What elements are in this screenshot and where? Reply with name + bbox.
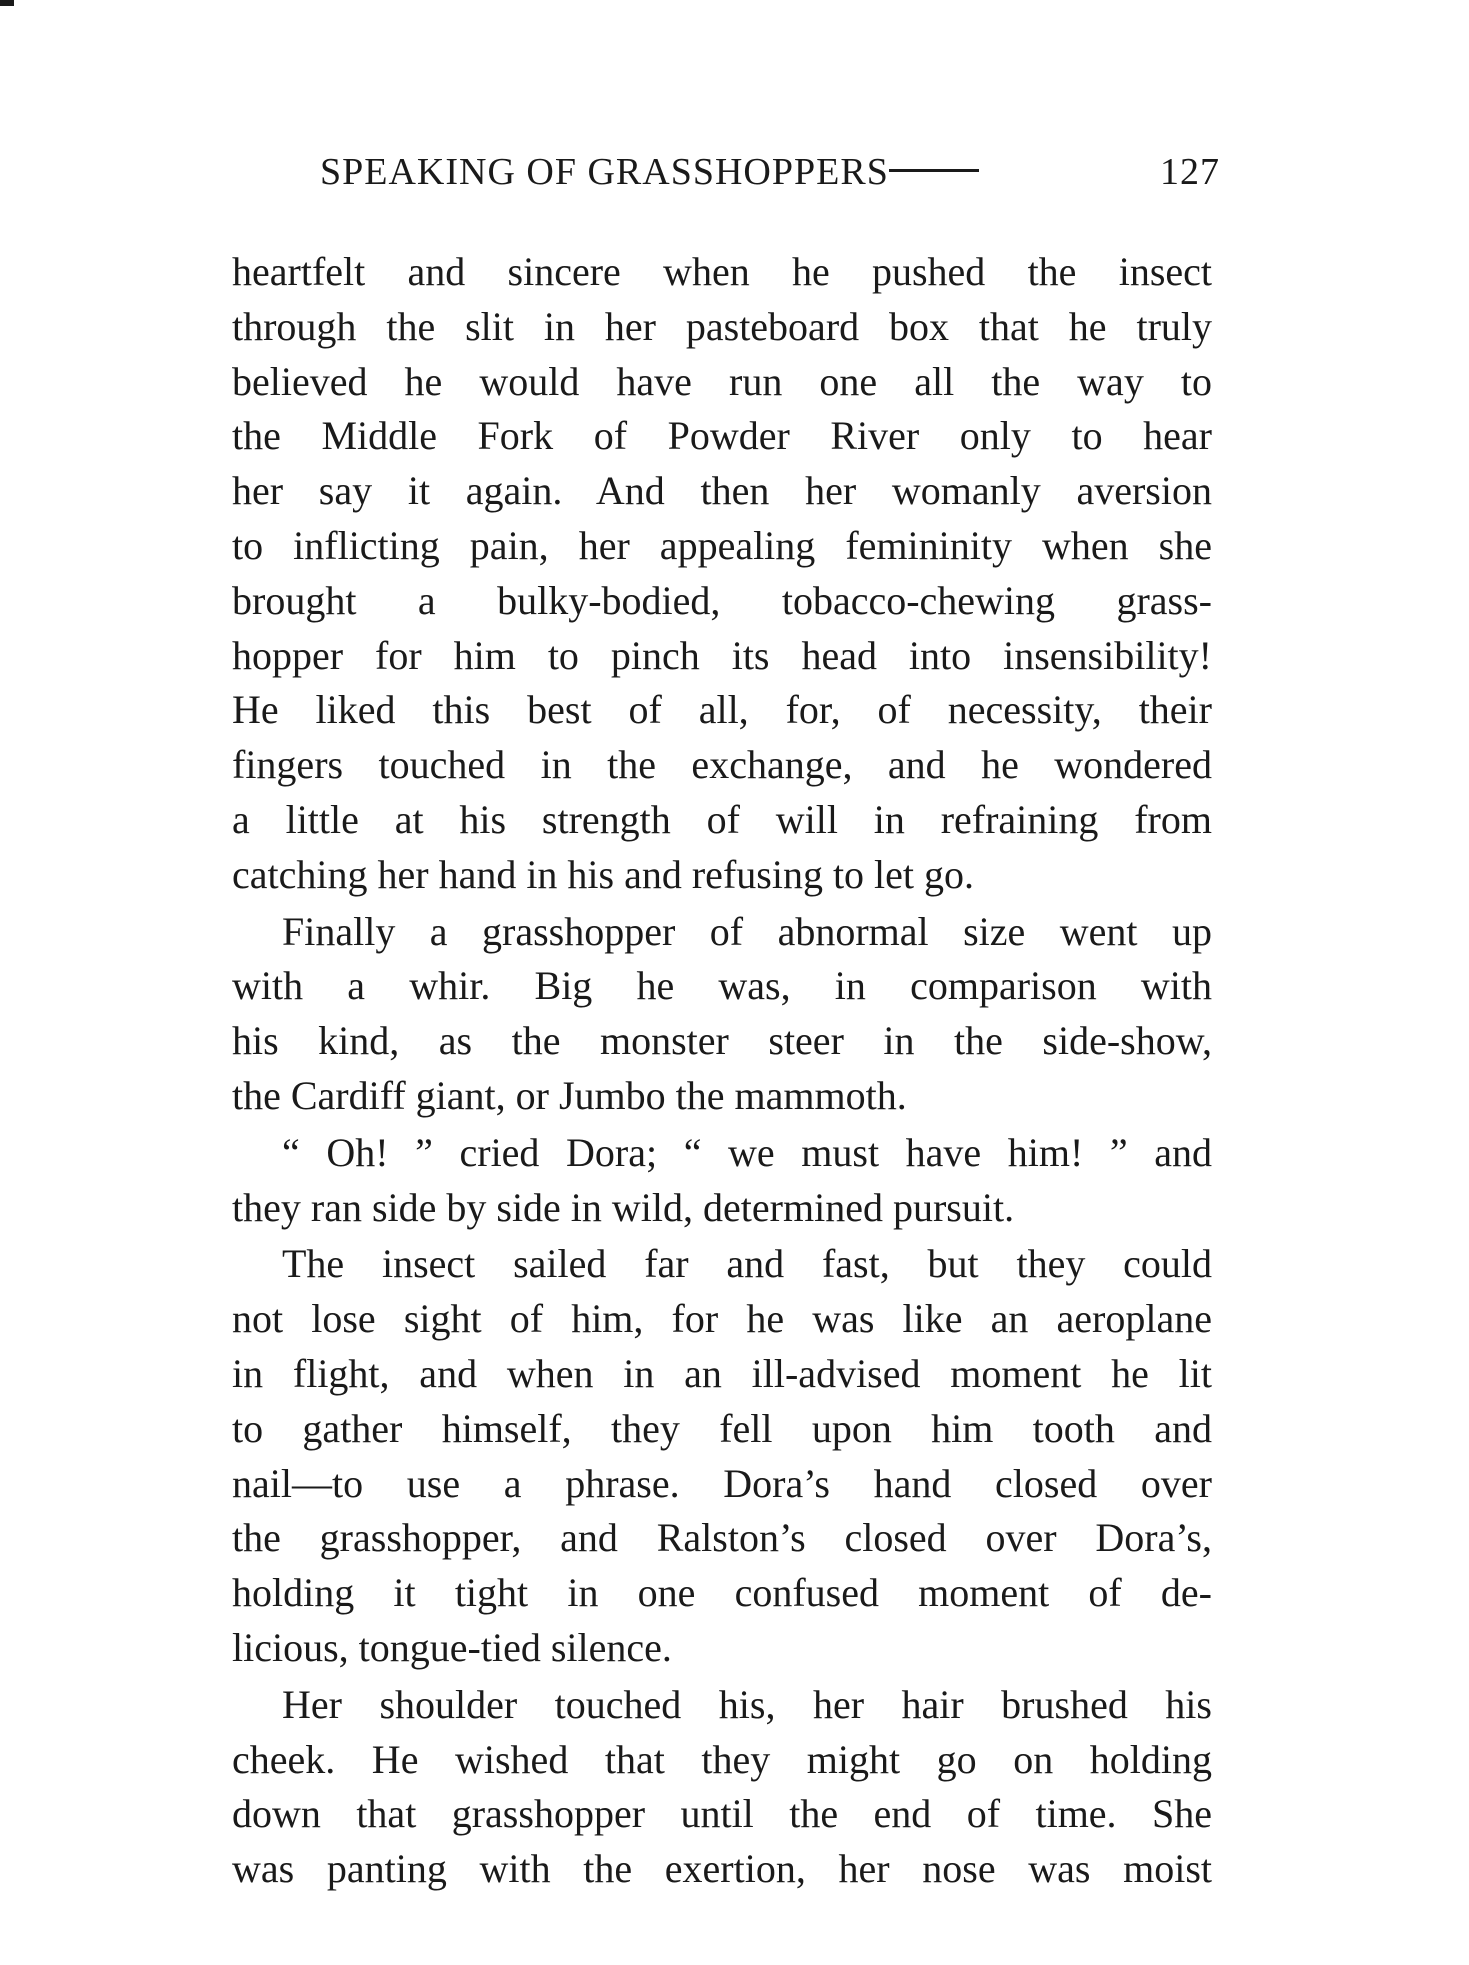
text-line: catching her hand in his and refusing to let go. <box>232 851 975 897</box>
text-line: the Cardiff giant, or Jumbo the mammoth. <box>232 1072 907 1118</box>
text-line: heartfelt and sincere when he pushed the insect <box>232 249 1212 294</box>
paragraph <box>232 1678 1212 1897</box>
paragraph <box>232 905 1212 1124</box>
text-line: He liked this best of all, for, of necessity, their <box>232 687 1212 733</box>
text-line: they ran side by side in wild, determined pursuit. <box>232 1184 1015 1230</box>
text-line: her say it again. And then her womanly aversion <box>232 468 1212 514</box>
text-line: nail—to use a phrase. Dora’s hand closed over <box>232 1460 1212 1506</box>
text-line: down that grasshopper until the end of time. She <box>232 1791 1212 1837</box>
text-line: believed he would have run one all the way to <box>232 358 1212 404</box>
scan-mark <box>0 0 14 6</box>
text-line: to gather himself, they fell upon him tooth and <box>232 1405 1212 1451</box>
paragraph <box>232 1126 1212 1236</box>
text-line: Finally a grasshopper of abnormal size went up <box>282 908 1212 954</box>
text-line: a little at his strength of will in refraining from <box>232 796 1212 842</box>
text-line: fingers touched in the exchange, and he wondered <box>232 742 1212 788</box>
text-line: the grasshopper, and Ralston’s closed over Dora’s, <box>232 1515 1212 1561</box>
text-line: brought a bulky-bodied, tobacco-chewing grass- <box>232 577 1212 623</box>
text-line: “ Oh! ” cried Dora; “ we must have him! ” and <box>282 1129 1212 1175</box>
paragraph <box>232 245 1212 903</box>
text-line: his kind, as the monster steer in the side-show, <box>232 1018 1212 1064</box>
page-number: 127 <box>1160 151 1220 193</box>
text-line: was panting with the exertion, her nose was moist <box>232 1846 1212 1892</box>
text-line: the Middle Fork of Powder River only to hear <box>232 413 1212 459</box>
text-line: The insect sailed far and fast, but they could <box>282 1241 1212 1287</box>
running-header <box>320 150 1220 210</box>
text-line: Her shoulder touched his, her hair brushed his <box>282 1681 1212 1727</box>
text-line: with a whir. Big he was, in comparison with <box>232 963 1212 1009</box>
text-line: through the slit in her pasteboard box that he truly <box>232 303 1212 349</box>
paragraph <box>232 1237 1212 1675</box>
text-line: in flight, and when in an ill-advised moment he lit <box>232 1350 1212 1396</box>
running-title: SPEAKING OF GRASSHOPPERS <box>320 151 889 193</box>
body-text <box>232 245 1212 1897</box>
text-line: hopper for him to pinch its head into insensibility! <box>232 632 1212 678</box>
header-dash <box>889 169 979 172</box>
text-line: to inflicting pain, her appealing femininity when she <box>232 522 1212 568</box>
text-line: cheek. He wished that they might go on holding <box>232 1736 1212 1782</box>
text-line: holding it tight in one confused moment of de- <box>232 1570 1212 1616</box>
text-line: licious, tongue-tied silence. <box>232 1624 672 1670</box>
text-line: not lose sight of him, for he was like an aeroplane <box>232 1296 1212 1342</box>
